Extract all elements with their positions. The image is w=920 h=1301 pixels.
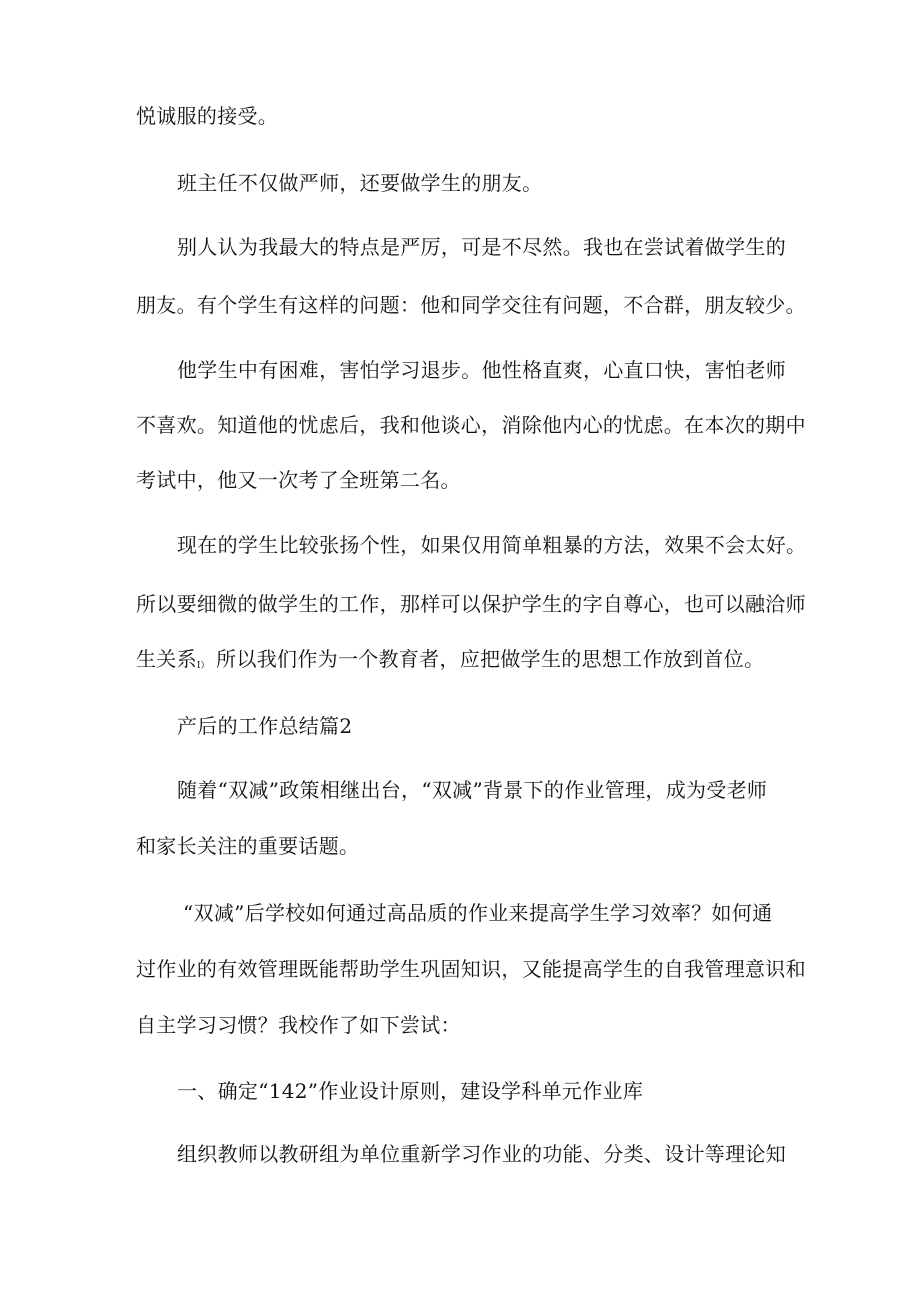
paragraph-line: 现在的学生比较张扬个性，如果仅用简单粗暴的方法，效果不会太好。 xyxy=(177,533,807,557)
paragraph-line: 过作业的有效管理既能帮助学生巩固知识，又能提高学生的自我管理意识和 xyxy=(136,957,806,981)
paragraph-line: 班主任不仅做严师，还要做学生的朋友。 xyxy=(177,171,543,195)
paragraph-line: 所以要细微的做学生的工作，那样可以保护学生的字自尊心，也可以融洽师 xyxy=(136,592,806,616)
footnote-mark: I） xyxy=(196,661,210,671)
paragraph-line: 朋友。有个学生有这样的问题：他和同学交往有问题，不合群，朋友较少。 xyxy=(136,293,806,317)
section-heading: 产后的工作总结篇2 xyxy=(177,714,353,738)
paragraph-line: 他学生中有困难，害怕学习退步。他性格直爽，心直口快，害怕老师 xyxy=(177,358,786,382)
paragraph-line: 随着“双减”政策相继出台，“双减”背景下的作业管理，成为受老师 xyxy=(177,778,768,802)
paragraph-line-text: 所以我们作为一个教育者，应把做学生的思想工作放到首位。 xyxy=(216,647,765,671)
section-heading: 一、确定“142”作业设计原则，建设学科单元作业库 xyxy=(177,1079,644,1103)
paragraph-line: 别人认为我最大的特点是严厉，可是不尽然。我也在尝试着做学生的 xyxy=(177,235,786,259)
paragraph-line: 自主学习习惯？我校作了如下尝试： xyxy=(136,1013,461,1037)
paragraph-line-text: 生关系 xyxy=(136,647,197,671)
paragraph-line: 悦诚服的接受。 xyxy=(136,104,279,128)
paragraph-line: “双减”后学校如何通过高品质的作业来提高学生学习效率？如何通 xyxy=(183,901,773,925)
paragraph-line: 和家长关注的重要话题。 xyxy=(136,834,360,858)
paragraph-line: 组织教师以教研组为单位重新学习作业的功能、分类、设计等理论知 xyxy=(177,1142,786,1166)
paragraph-line: 考试中，他又一次考了全班第二名。 xyxy=(136,468,461,492)
paragraph-line: 不喜欢。知道他的忧虑后，我和他谈心，消除他内心的忧虑。在本次的期中 xyxy=(136,413,806,437)
paragraph-line xyxy=(136,645,764,680)
